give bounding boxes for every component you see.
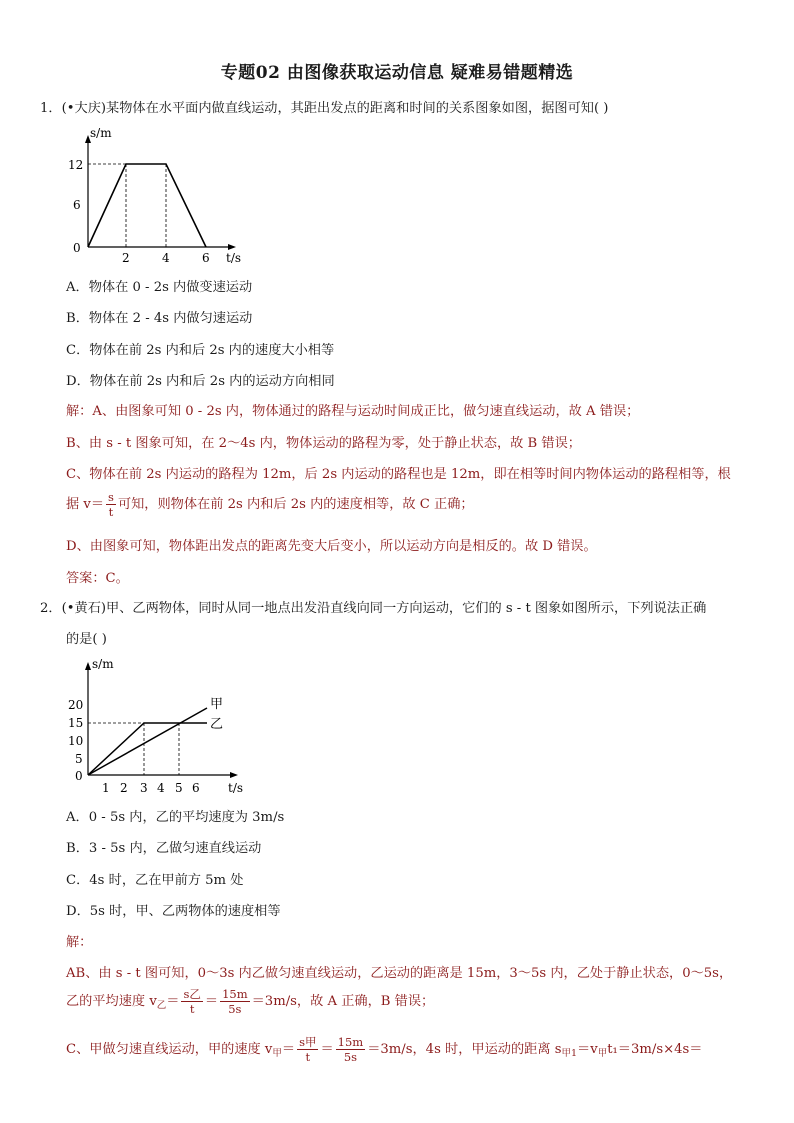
q2-solution-ab-line2: 乙的平均速度 $v_乙=$ $\frac{\text{s乙}}{t}$ ＝ $\frac{15m}{5s}$ ＝3m/s，故 A 正确，B 错误； (66, 987, 435, 1016)
q1-ylabel: s/m (90, 126, 112, 140)
q2-option-b: B．3 - 5s 内，乙做匀速直线运动 (66, 841, 262, 856)
q1-xlabel: t/s (226, 251, 242, 265)
q1-s-t-line (88, 164, 206, 247)
page-title: 专题02 由图像获取运动信息 疑难易错题精选 (220, 63, 574, 83)
q2-yi-line (88, 723, 207, 775)
q2-xlabel: t/s (228, 781, 244, 795)
q2-ytick: 5 (75, 752, 83, 766)
q2-ytick: 0 (75, 769, 83, 783)
velocity-formula-fraction: $\frac{s}{t}$ (108, 490, 114, 519)
q1-option-d: D．物体在前 2s 内和后 2s 内的运动方向相同 (66, 374, 335, 389)
jia-value-fraction: $\frac{15m}{5s}$ (337, 1035, 364, 1064)
q2-solution-head: 解： (66, 935, 93, 950)
q2-label-yi: 乙 (210, 717, 224, 732)
q1-xtick: 4 (162, 251, 170, 265)
q2-ytick: 20 (68, 698, 84, 712)
q2-xtick: 2 (120, 781, 128, 795)
q1-stem: 1．(•大庆)某物体在水平面内做直线运动，其距出发点的距离和时间的关系图象如图，据图可知( ) (40, 101, 609, 116)
q2-ytick: 15 (68, 716, 84, 730)
q1-answer: 答案：C。 (66, 571, 129, 586)
q2-graph (60, 652, 250, 798)
q2-ylabel: s/m (92, 657, 114, 671)
q2-xtick: 3 (140, 781, 148, 795)
q2-jia-line (88, 708, 207, 775)
q1-solution-c-line2: 据 v＝ $\frac{s}{t}$ 可知，则物体在前 2s 内和后 2s 内的速度相等，故 C 正确； (66, 490, 474, 519)
q2-xtick: 1 (102, 781, 110, 795)
q1-solution-c-line1: C、物体在前 2s 内运动的路程为 12m，后 2s 内运动的路程也是 12m，即在相等时间内物体运动的路程相等，根 (66, 467, 731, 482)
q1-graph (60, 125, 260, 265)
q2-xtick: 4 (157, 781, 165, 795)
q2-xtick: 6 (192, 781, 200, 795)
q1-solution-a: 解：A、由图象可知 0 - 2s 内，物体通过的路程与运动时间成正比，做匀速直线运动，故 A 错误； (66, 404, 640, 419)
yi-speed-fraction: $\frac{\text{s乙}}{t}$ (183, 987, 201, 1016)
jia-speed-fraction: $\frac{\text{s甲}}{t}$ (299, 1035, 317, 1064)
q1-xtick: 2 (122, 251, 130, 265)
q1-option-c: C．物体在前 2s 内和后 2s 内的速度大小相等 (66, 343, 335, 358)
q2-option-c: C．4s 时，乙在甲前方 5m 处 (66, 873, 244, 888)
q1-xtick: 6 (202, 251, 210, 265)
q2-solution-c: C、甲做匀速直线运动，甲的速度 $v_甲=$ $\frac{\text{s甲}}{t}$ ＝ $\frac{15m}{5s}$ ＝3m/s，4s 时，甲运动的距离 $s_{甲1}=v_甲t_1=3m/s\times 4s=$ (66, 1035, 703, 1064)
q1-option-b: B．物体在 2 - 4s 内做匀速运动 (66, 311, 253, 326)
q2-xtick: 5 (175, 781, 183, 795)
q2-solution-ab-line1: AB、由 s - t 图可知，0～3s 内乙做匀速直线运动，乙运动的距离是 15m，3～5s 内，乙处于静止状态，0～5s， (66, 966, 733, 981)
q1-solution-b: B、由 s - t 图象可知，在 2～4s 内，物体运动的路程为零，处于静止状态，故 B 错误； (66, 436, 581, 451)
q1-ytick: 6 (73, 198, 81, 212)
q2-option-d: D．5s 时，甲、乙两物体的速度相等 (66, 904, 281, 919)
yi-value-fraction: $\frac{15m}{5s}$ (222, 987, 248, 1016)
q2-stem-line2: 的是( ) (66, 632, 107, 647)
q2-stem-line1: 2．(•黄石)甲、乙两物体，同时从同一地点出发沿直线向同一方向运动，它们的 s - t 图象如图所示，下列说法正确 (40, 601, 707, 616)
q1-ytick: 12 (68, 158, 84, 172)
q1-option-a: A．物体在 0 - 2s 内做变速运动 (66, 280, 253, 295)
q1-solution-d: D、由图象可知，物体距出发点的距离先变大后变小，所以运动方向是相反的。故 D 错误。 (66, 539, 597, 554)
q2-ytick: 10 (68, 734, 84, 748)
q2-label-jia: 甲 (210, 697, 224, 712)
q1-ytick: 0 (73, 241, 81, 255)
q2-option-a: A．0 - 5s 内，乙的平均速度为 3m/s (66, 810, 285, 825)
